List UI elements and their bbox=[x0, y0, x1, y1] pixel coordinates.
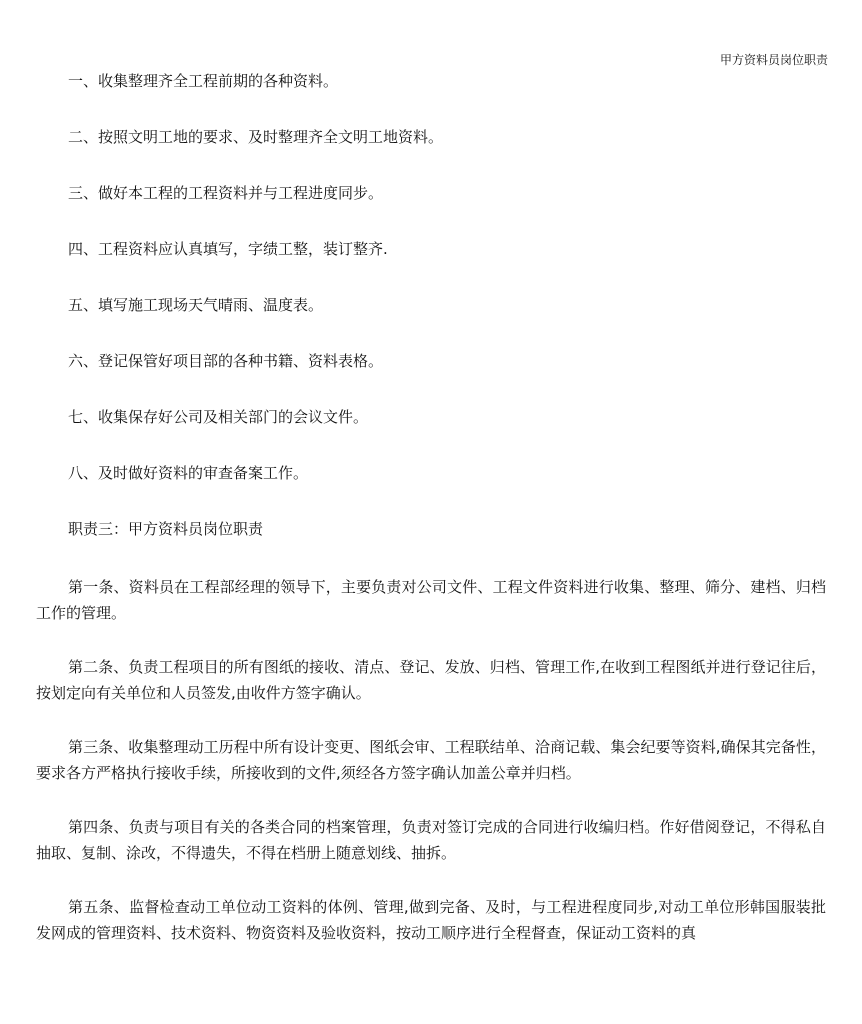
clause-paragraph: 第四条、负责与项目有关的各类合同的档案管理，负责对签订完成的合同进行收编归档。作好借阅登记，不得私自抽取、复制、涂改，不得遗失，不得在档册上随意划线、抽拆。 bbox=[36, 818, 826, 862]
section-heading: 职责三：甲方资料员岗位职责 bbox=[68, 520, 264, 538]
duty-item: 七、收集保存好公司及相关部门的会议文件。 bbox=[68, 408, 369, 426]
clause-paragraph: 第五条、监督检查动工单位动工资料的体例、管理,做到完备、及时，与工程进程度同步,对动工单位形韩国服装批发网成的管理资料、技术资料、物资资料及验收资料，按动工顺序进行全程督查，保证动工资料的真 bbox=[36, 898, 826, 942]
clause-paragraph: 第三条、收集整理动工历程中所有设计变更、图纸会审、工程联结单、洽商记载、集会纪要等资料,确保其完备性，要求各方严格执行接收手续，所接收到的文件,须经各方签字确认加盖公章并归档。 bbox=[36, 738, 826, 782]
duty-item: 三、做好本工程的工程资料并与工程进度同步。 bbox=[68, 184, 384, 202]
clause-paragraph: 第二条、负责工程项目的所有图纸的接收、清点、登记、发放、归档、管理工作,在收到工程图纸并进行登记往后，按划定向有关单位和人员签发,由收件方签字确认。 bbox=[36, 658, 826, 702]
duty-item: 一、收集整理齐全工程前期的各种资料。 bbox=[68, 72, 339, 90]
clause-paragraph: 第一条、资料员在工程部经理的领导下，主要负责对公司文件、工程文件资料进行收集、整理、筛分、建档、归档工作的管理。 bbox=[36, 578, 826, 622]
duty-item: 五、填写施工现场天气晴雨、温度表。 bbox=[68, 296, 324, 314]
duty-item: 六、登记保管好项目部的各种书籍、资料表格。 bbox=[68, 352, 384, 370]
document-header-title: 甲方资料员岗位职责 bbox=[719, 53, 828, 67]
document-body bbox=[36, 70, 826, 946]
duty-item: 八、及时做好资料的审查备案工作。 bbox=[68, 464, 309, 482]
duty-item: 二、按照文明工地的要求、及时整理齐全文明工地资料。 bbox=[68, 128, 444, 146]
duty-item: 四、工程资料应认真填写，字绩工整，装订整齐. bbox=[68, 240, 388, 258]
